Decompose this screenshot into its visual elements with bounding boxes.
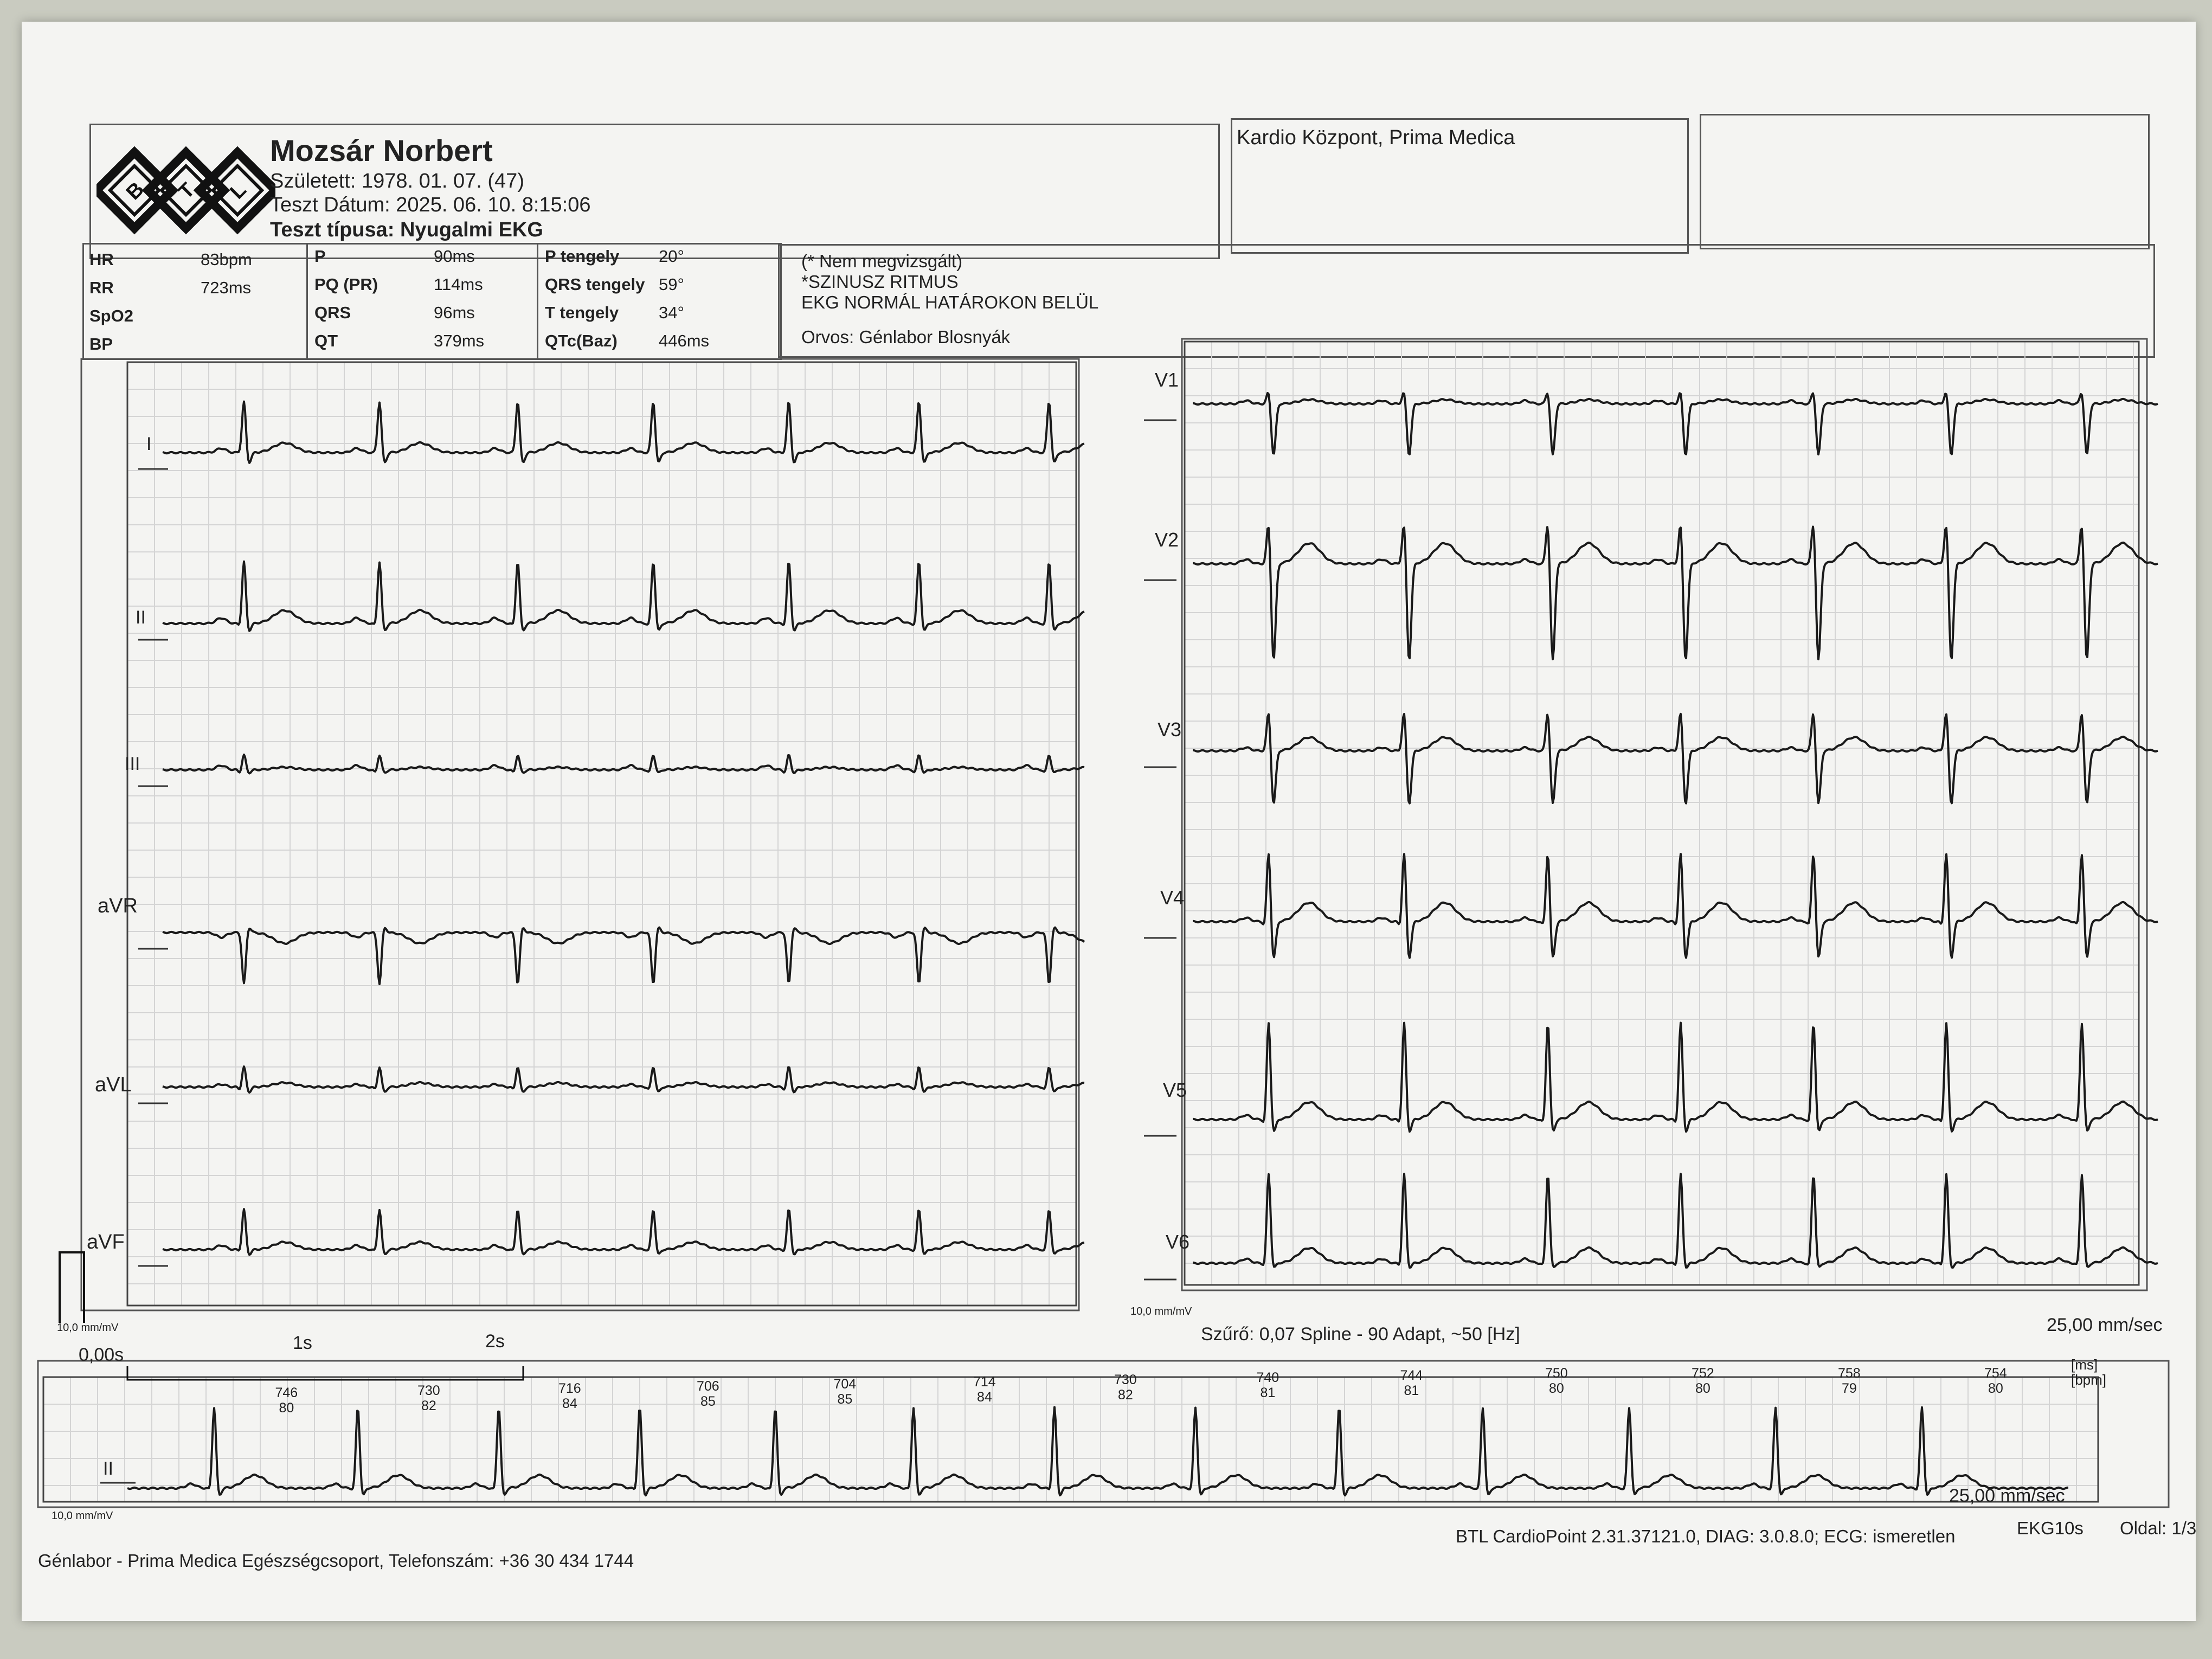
ecg-traces (22, 22, 2196, 1621)
chest-panel-frame (1182, 339, 2147, 1290)
footer-lab: Génlabor - Prima Medica Egészségcsoport, Telefonszám: +36 30 434 1744 (38, 1551, 634, 1571)
grid-rhythm-strip (43, 1377, 2098, 1502)
rr-interval-label (697, 1379, 719, 1409)
rr-bpm: 79 (1841, 1381, 1857, 1396)
measure-label: P tengely (545, 247, 620, 266)
lead-label-v2: V2 (1155, 529, 1179, 551)
measure-label: HR (89, 250, 114, 269)
rr-bpm: 85 (700, 1394, 716, 1409)
measure-label: QT (314, 331, 338, 350)
measure-label: RR (89, 278, 114, 297)
rr-ms: 706 (697, 1379, 719, 1394)
rr-bpm: 81 (1404, 1383, 1419, 1398)
time-2s: 2s (485, 1331, 505, 1352)
rr-ms: 758 (1838, 1366, 1861, 1381)
rr-ms: 750 (1545, 1366, 1568, 1381)
measure-label: P (314, 247, 326, 266)
diag-doctor: Orvos: Génlabor Blosnyák (801, 327, 1011, 347)
footer-page: Oldal: 1/3 (2120, 1518, 2197, 1538)
measure-label: QRS tengely (545, 275, 645, 294)
trace-lead-v3 (1193, 714, 2158, 803)
measure-value: 723ms (201, 278, 252, 297)
measure-value: 90ms (434, 247, 475, 266)
measure-value: 379ms (434, 331, 485, 350)
measure-value: 59° (659, 275, 684, 294)
rr-bpm: 82 (1117, 1387, 1133, 1403)
lead-label-v6: V6 (1166, 1231, 1190, 1253)
gain-left: 10,0 mm/mV (57, 1322, 119, 1334)
rr-interval-label (1692, 1366, 1714, 1396)
lead-label-v5: V5 (1163, 1079, 1187, 1101)
test-type: Teszt típusa: Nyugalmi EKG (270, 218, 543, 241)
rr-ms: 730 (1114, 1372, 1137, 1387)
rr-ms: 740 (1256, 1370, 1279, 1385)
rr-ms: 746 (275, 1385, 298, 1400)
rr-interval-label (1400, 1368, 1423, 1398)
trace-lead-avl (163, 1066, 1084, 1092)
measure-label: BP (89, 335, 113, 353)
filter-info: Szűrő: 0,07 Spline - 90 Adapt, ~50 [Hz] (1201, 1324, 1520, 1345)
grid-chest-leads (1185, 342, 2139, 1285)
measure-label: QTc(Baz) (545, 331, 618, 350)
rhythm-unit-bpm: [bpm] (2071, 1372, 2107, 1388)
rr-bpm: 82 (421, 1398, 436, 1413)
lead-label-avf: aVF (87, 1231, 125, 1253)
trace-lead-v4 (1193, 854, 2158, 958)
measure-label: QRS (314, 303, 351, 322)
measure-label: PQ (PR) (314, 275, 378, 294)
lead-label-ii: II (136, 607, 146, 628)
rhythm-speed: 25,00 mm/sec (1949, 1486, 2065, 1506)
rr-bpm: 81 (1260, 1385, 1276, 1400)
measure-value: 114ms (434, 275, 483, 294)
rr-interval-label (558, 1381, 581, 1411)
gain-rhythm: 10,0 mm/mV (52, 1510, 113, 1522)
rr-ms: 754 (1984, 1366, 2007, 1381)
trace-lead-avf (163, 1209, 1084, 1255)
diag-conclusion: EKG NORMÁL HATÁROKON BELÜL (801, 292, 1099, 312)
measure-value: 83bpm (201, 250, 252, 269)
paper-speed: 25,00 mm/sec (2047, 1315, 2163, 1335)
measure-value: 34° (659, 303, 684, 322)
trace-lead-ii (163, 562, 1084, 631)
rr-bpm: 85 (837, 1392, 853, 1407)
lead-label-v4: V4 (1160, 886, 1185, 909)
time-1s: 1s (293, 1333, 312, 1353)
rr-ms: 752 (1692, 1366, 1714, 1381)
trace-rhythm-ii (127, 1407, 2068, 1496)
lead-label-avl: aVL (95, 1073, 132, 1096)
rr-interval-label (834, 1377, 857, 1407)
svg-text:L: L (226, 178, 251, 204)
rr-bpm: 80 (1988, 1381, 2003, 1396)
rhythm-unit-ms: [ms] (2071, 1356, 2098, 1373)
rr-interval-label (973, 1374, 996, 1405)
svg-text:B: B (121, 177, 149, 204)
measure-label: T tengely (545, 303, 619, 322)
diag-note: (* Nem megvizsgált) (801, 251, 963, 271)
clinic-name: Kardio Központ, Prima Medica (1237, 126, 1515, 149)
rr-interval-label (417, 1383, 440, 1413)
trace-lead-v5 (1193, 1023, 2158, 1132)
rr-ms: 714 (973, 1374, 996, 1390)
gain-right: 10,0 mm/mV (1130, 1306, 1192, 1317)
lead-label-iii: III (125, 754, 140, 774)
measure-label: SpO2 (89, 306, 133, 325)
rr-interval-label (1838, 1366, 1861, 1396)
rr-interval-label (1545, 1366, 1568, 1396)
rr-interval-label (1984, 1366, 2007, 1396)
rr-bpm: 80 (279, 1400, 294, 1416)
svg-text:T: T (174, 178, 200, 204)
time-zero: 0,00s (79, 1345, 124, 1365)
rr-bpm: 84 (562, 1396, 577, 1411)
lead-label-i: I (146, 434, 152, 454)
rr-interval-label (1114, 1372, 1137, 1403)
trace-lead-i (163, 402, 1084, 463)
rr-bpm: 80 (1548, 1381, 1564, 1396)
lead-label-v3: V3 (1158, 718, 1182, 741)
patient-name: Mozsár Norbert (270, 133, 493, 168)
measure-value: 96ms (434, 303, 475, 322)
rr-bpm: 84 (976, 1390, 992, 1405)
rhythm-lead-label: II (103, 1458, 113, 1479)
rr-ms: 716 (558, 1381, 581, 1396)
footer-software: BTL CardioPoint 2.31.37121.0, DIAG: 3.0.8.0; ECG: ismeretlen (1456, 1526, 1956, 1546)
rr-interval-label (275, 1385, 298, 1416)
lead-label-v1: V1 (1155, 369, 1179, 391)
ecg-paper (22, 22, 2196, 1621)
trace-lead-v1 (1193, 393, 2158, 454)
trace-lead-v6 (1193, 1174, 2158, 1268)
footer-exam: EKG10s (2017, 1518, 2084, 1538)
measure-value: 446ms (659, 331, 710, 350)
measure-value: 20° (659, 247, 684, 266)
rr-ms: 730 (417, 1383, 440, 1398)
grid-limb-leads (127, 362, 1076, 1306)
trace-lead-avr (163, 928, 1084, 984)
birth-date: Született: 1978. 01. 07. (47) (270, 170, 524, 192)
lead-label-avr: aVR (98, 895, 138, 917)
calibration-pulse (60, 1252, 84, 1323)
rr-interval-label (1257, 1370, 1279, 1400)
trace-lead-iii (163, 755, 1084, 774)
diag-rhythm: *SZINUSZ RITMUS (801, 272, 959, 292)
limb-panel-frame (81, 359, 1079, 1310)
rr-ms: 744 (1400, 1368, 1423, 1383)
test-date: Teszt Dátum: 2025. 06. 10. 8:15:06 (270, 194, 591, 216)
rr-bpm: 80 (1695, 1381, 1711, 1396)
rr-ms: 704 (833, 1377, 857, 1392)
